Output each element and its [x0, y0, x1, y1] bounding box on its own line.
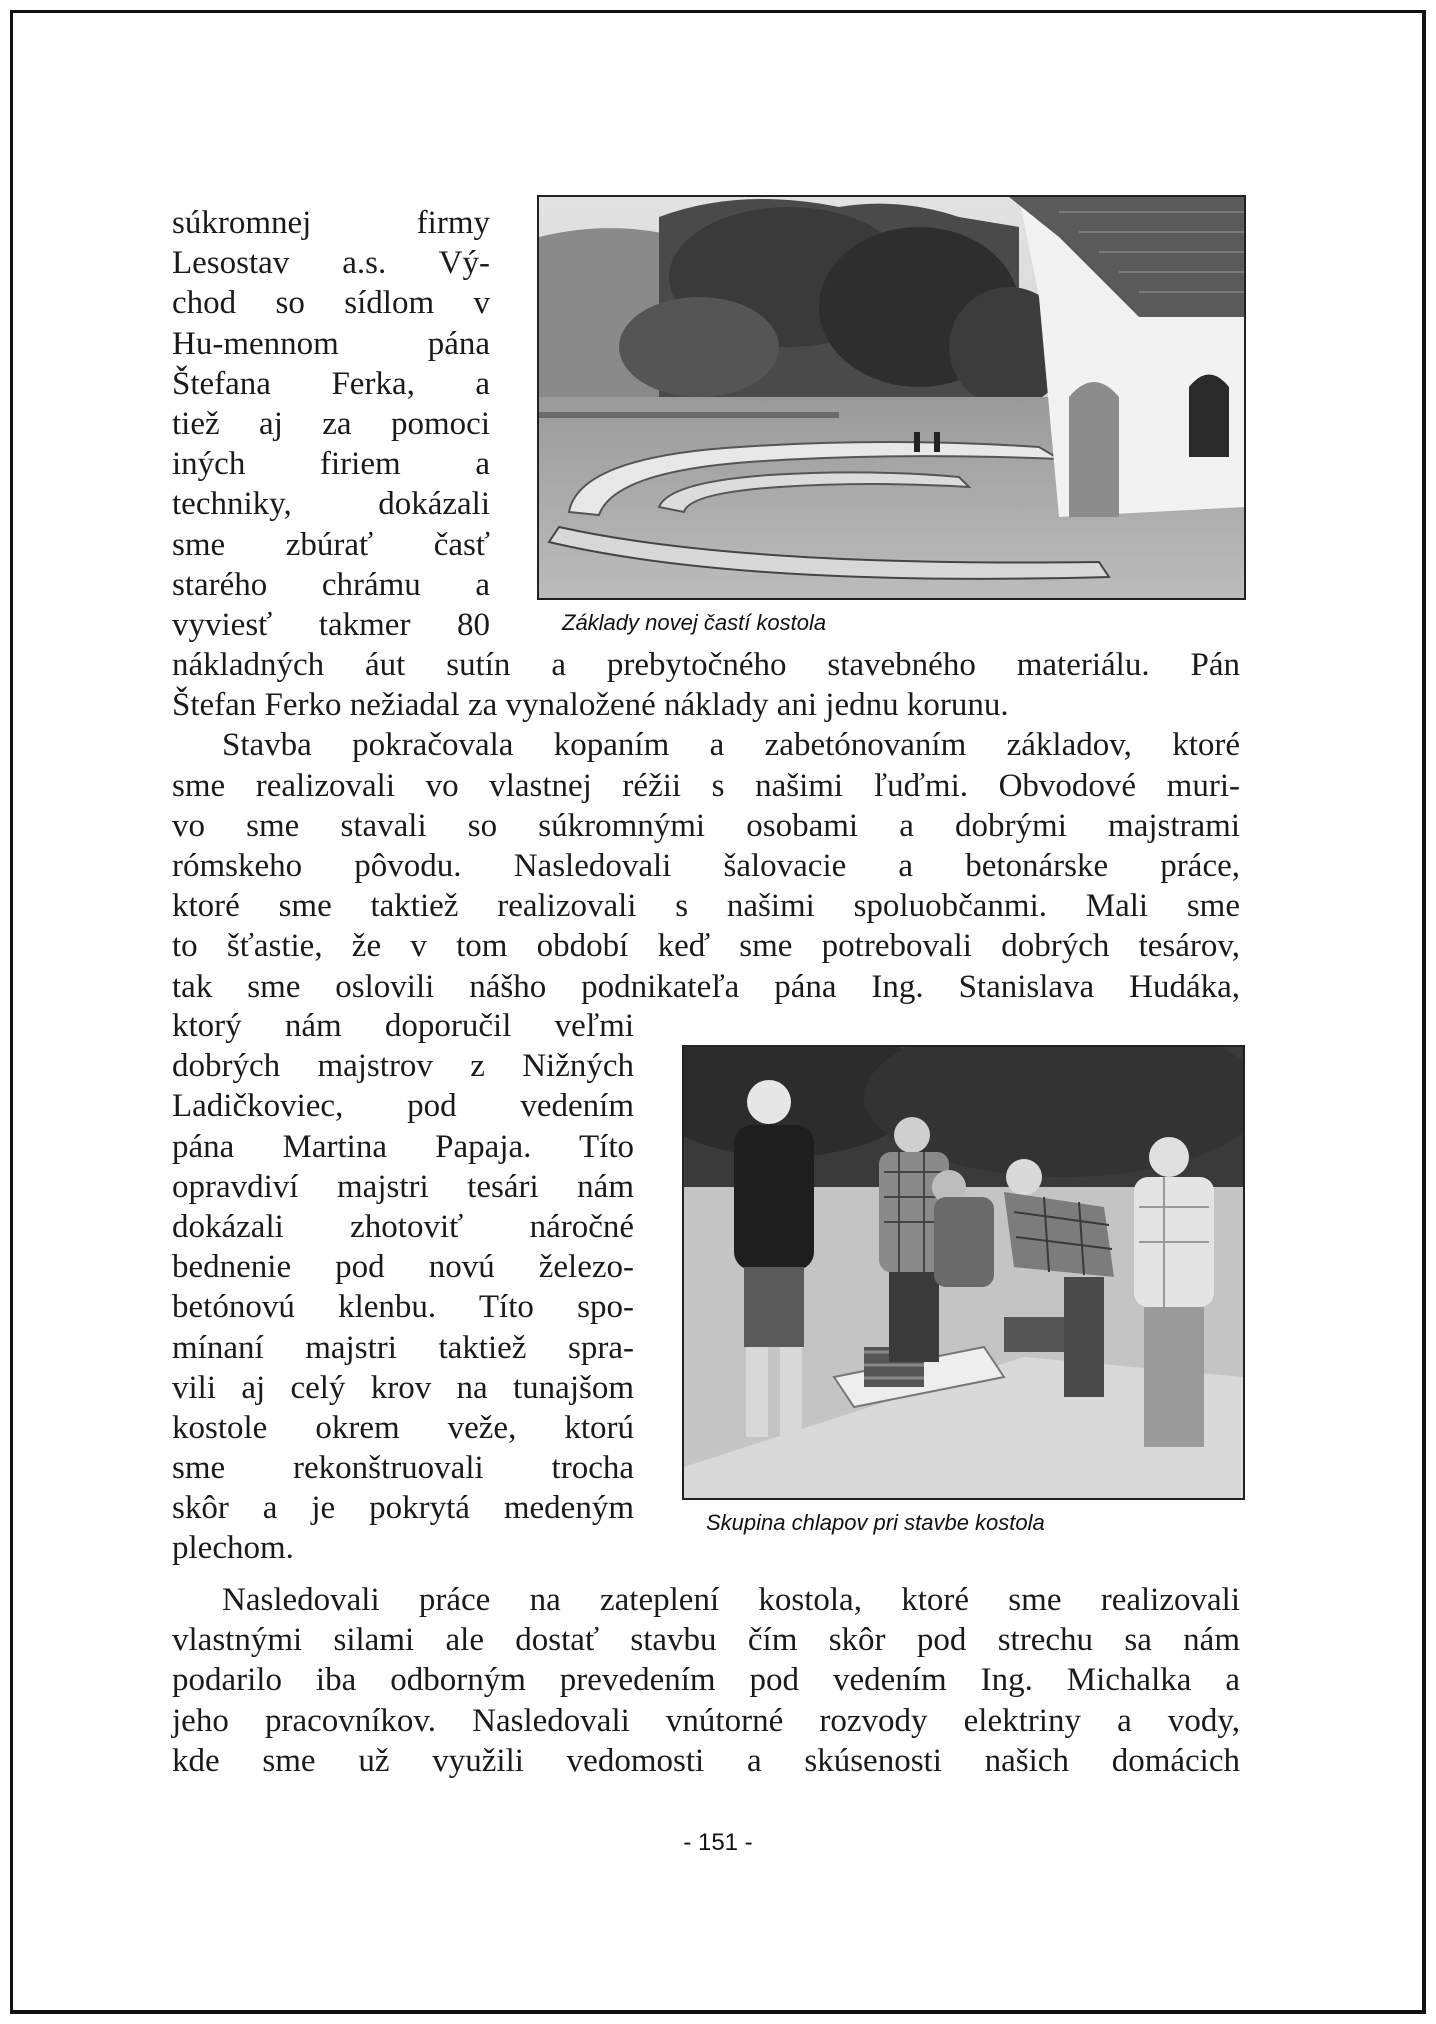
text-line: opravdiví majstri tesári nám [172, 1168, 634, 1205]
text-line: vlastnými silami ale dostať stavbu čím skôr pod strechu sa nám [172, 1622, 1240, 1659]
paragraph-block-1 [172, 203, 490, 645]
page-number: - 151 - [683, 1829, 753, 1856]
text-line: Ladičkoviec, pod vedením [172, 1088, 634, 1125]
text-line: ktoré sme taktiež realizovali s našimi spoluobčanmi. Mali sme [172, 888, 1240, 925]
text-line: vo sme stavali so súkromnými osobami a dobrými majstrami [172, 807, 1240, 844]
text-line: ktorý nám doporučil veľmi [172, 1008, 634, 1044]
text-line: vili aj celý krov na tunajšom [172, 1369, 634, 1406]
paragraph-block-2 [172, 645, 1240, 1007]
text-line: kde sme už využili vedomosti a skúsenosti našich domácich [172, 1742, 1240, 1779]
text-line: nákladných áut sutín a prebytočného stavebného materiálu. Pán [172, 647, 1240, 683]
text-line: to šťastie, že v tom období keď sme potrebovali dobrých tesárov, [172, 928, 1240, 965]
photo-church-foundations [537, 195, 1246, 600]
text-line: Štefan Ferko nežiadal za vynaložené náklady ani jednu korunu. [172, 687, 1009, 724]
text-line: dobrých majstrov z Nižných [172, 1048, 634, 1085]
text-line: sme rekonštruovali trocha [172, 1450, 634, 1487]
text-line: starého chrámu a [172, 566, 490, 603]
paragraph-block-4 [172, 1580, 1240, 1781]
church-foundations-image [539, 197, 1244, 598]
text-line: sme realizovali vo vlastnej réžii s našimi ľuďmi. Obvodové muri- [172, 767, 1240, 804]
text-line: Hu-mennom pána [172, 325, 490, 362]
text-line: betónovú klenbu. Títo spo- [172, 1289, 634, 1326]
text-line: Lesostav a.s. Vý- [172, 245, 490, 282]
text-line: mínaní majstri taktiež spra- [172, 1329, 634, 1366]
text-line: bednenie pod novú železo- [172, 1249, 634, 1286]
text-line: súkromnej firmy [172, 205, 490, 241]
photo-caption-2: Skupina chlapov pri stavbe kostola [706, 1510, 1045, 1535]
text-line: dokázali zhotoviť náročné [172, 1208, 634, 1245]
photo-group-of-men [682, 1045, 1245, 1500]
text-line: iných firiem a [172, 446, 490, 483]
text-line: chod so sídlom v [172, 285, 490, 322]
text-line: vyviesť takmer 80 [172, 606, 490, 643]
text-line: plechom. [172, 1530, 294, 1567]
text-line: tiež aj za pomoci [172, 405, 490, 442]
paragraph-block-3 [172, 1006, 634, 1569]
text-line: pána Martina Papaja. Títo [172, 1128, 634, 1165]
text-line: kostole okrem veže, ktorú [172, 1409, 634, 1446]
text-line: techniky, dokázali [172, 486, 490, 523]
photo-caption-1: Základy novej častí kostola [562, 610, 827, 635]
text-line: podarilo iba odborným prevedením pod vedením Ing. Michalka a [172, 1662, 1240, 1699]
text-line: Stavba pokračovala kopaním a zabetónovaním základov, ktoré [222, 727, 1240, 764]
group-of-men-image [684, 1047, 1243, 1498]
text-line: rómskeho pôvodu. Nasledovali šalovacie a betonárske práce, [172, 847, 1240, 884]
text-line: Nasledovali práce na zateplení kostola, ktoré sme realizovali [222, 1582, 1240, 1618]
text-line: tak sme oslovili nášho podnikateľa pána Ing. Stanislava Hudáka, [172, 968, 1240, 1005]
text-line: skôr a je pokrytá medeným [172, 1490, 634, 1527]
text-line: jeho pracovníkov. Nasledovali vnútorné rozvody elektriny a vody, [172, 1702, 1240, 1739]
text-line: sme zbúrať časť [172, 526, 490, 563]
text-line: Štefana Ferka, a [172, 365, 490, 402]
